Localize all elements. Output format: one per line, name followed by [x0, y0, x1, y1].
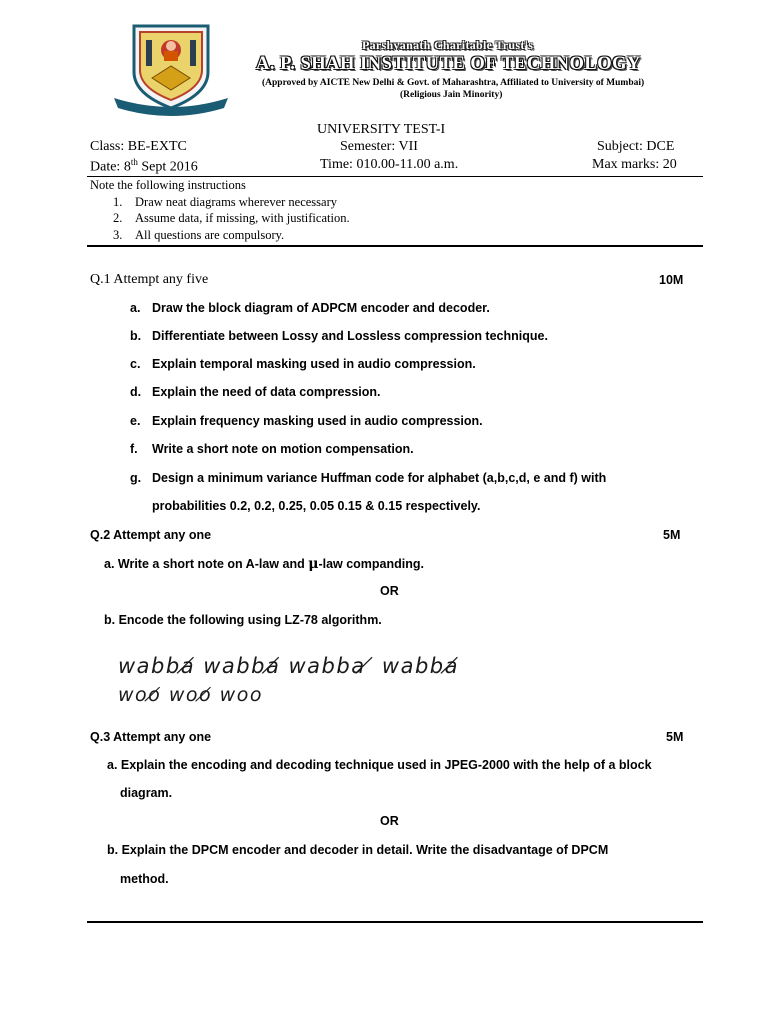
q2-or: OR: [380, 584, 399, 598]
q1-item-c: [130, 357, 476, 371]
q2-item-b: b. Encode the following using LZ-78 algorithm.: [104, 613, 382, 627]
time-label: Time: 010.00-11.00 a.m.: [320, 157, 459, 172]
subject-label: Subject: DCE: [597, 139, 675, 154]
item-text: Draw the block diagram of ADPCM encoder and decoder.: [152, 301, 490, 315]
q2-marks: 5M: [663, 528, 681, 542]
item-text: Explain frequency masking used in audio compression.: [152, 414, 483, 428]
item-letter: c.: [130, 357, 141, 371]
q3-item-a-line2: diagram.: [120, 786, 173, 800]
item-letter: b.: [130, 329, 142, 343]
q1-item-g-continuation: probabilities 0.2, 0.2, 0.25, 0.05 0.15 & 0.15 respectively.: [152, 499, 481, 513]
q3-item-a-line1: a. Explain the encoding and decoding technique used in JPEG-2000 with the help of a block: [107, 758, 652, 772]
item-text: Design a minimum variance Huffman code for alphabet (a,b,c,d, e and f) with: [152, 471, 607, 485]
q1-item-d: [130, 385, 381, 399]
instruction-item-2: [113, 211, 350, 226]
item-letter: e.: [130, 414, 141, 428]
handwritten-line-1: wabba̸ wabba̸ wabba ̸ wabba̸: [118, 654, 459, 678]
item-letter: a.: [130, 301, 141, 315]
trust-name: Parshvanath Charitable Trust's: [362, 38, 534, 52]
item-text: Explain temporal masking used in audio compression.: [152, 357, 476, 371]
handwritten-input: [112, 652, 672, 712]
item-text: Differentiate between Lossy and Lossless compression technique.: [152, 329, 548, 343]
q1-item-g: [130, 471, 606, 485]
instruction-text: Assume data, if missing, with justification.: [135, 211, 350, 225]
instruction-num: 3.: [113, 228, 123, 242]
instruction-num: 1.: [113, 195, 123, 209]
instruction-text: Draw neat diagrams wherever necessary: [135, 195, 337, 209]
institute-name: A. P. SHAH INSTITUTE OF TECHNOLOGY: [256, 54, 641, 74]
instruction-num: 2.: [113, 211, 123, 225]
item-text: Write a short note on motion compensation.: [152, 442, 414, 456]
q1-item-f: [130, 442, 414, 456]
q3-or: OR: [380, 814, 399, 828]
q2-a-prefix: a. Write a short note on A-law and: [104, 557, 309, 571]
q2-label: Q.2 Attempt any one: [90, 528, 212, 542]
class-label: Class: BE-EXTC: [90, 139, 187, 154]
q1-label: Q.1 Attempt any five: [90, 272, 209, 287]
handwritten-line-2: woo̸ woo̸ woo: [118, 684, 263, 706]
instruction-item-3: [113, 228, 284, 243]
instructions-heading: Note the following instructions: [90, 178, 246, 192]
q2-item-a: [104, 556, 424, 572]
q2-a-suffix: -law companding.: [318, 557, 424, 571]
institute-logo: [112, 20, 230, 120]
q3-item-b-line2: method.: [120, 872, 169, 886]
item-letter: f.: [130, 442, 138, 456]
q1-item-e: [130, 414, 483, 428]
date-prefix: Date: 8: [90, 159, 131, 175]
q1-marks: 10M: [659, 273, 684, 287]
item-letter: d.: [130, 385, 142, 399]
q3-marks: 5M: [666, 730, 684, 744]
instruction-item-1: [113, 195, 337, 210]
instructions-rule: [87, 245, 703, 247]
q1-item-b: [130, 329, 548, 343]
q1-item-a: [130, 301, 490, 315]
q3-label: Q.3 Attempt any one: [90, 730, 212, 744]
footer-rule: [87, 921, 703, 923]
max-marks-label: Max marks: 20: [592, 157, 677, 172]
approval-text: (Approved by AICTE New Delhi & Govt. of Maharashtra, Affiliated to University of Mumbai): [262, 78, 645, 88]
instruction-text: All questions are compulsory.: [135, 228, 285, 242]
item-text: Explain the need of data compression.: [152, 385, 381, 399]
date-suffix: Sept 2016: [137, 159, 198, 175]
exam-title: UNIVERSITY TEST-I: [317, 122, 446, 137]
header-rule: [87, 176, 703, 177]
date-sup: th: [130, 157, 138, 167]
semester-label: Semester: VII: [340, 139, 418, 154]
minority-text: (Religious Jain Minority): [400, 90, 503, 100]
q3-item-b-line1: b. Explain the DPCM encoder and decoder in detail. Write the disadvantage of DPCM: [107, 843, 609, 857]
item-letter: g.: [130, 471, 142, 485]
mu-symbol: μ: [308, 556, 319, 572]
date-label: [90, 157, 198, 176]
